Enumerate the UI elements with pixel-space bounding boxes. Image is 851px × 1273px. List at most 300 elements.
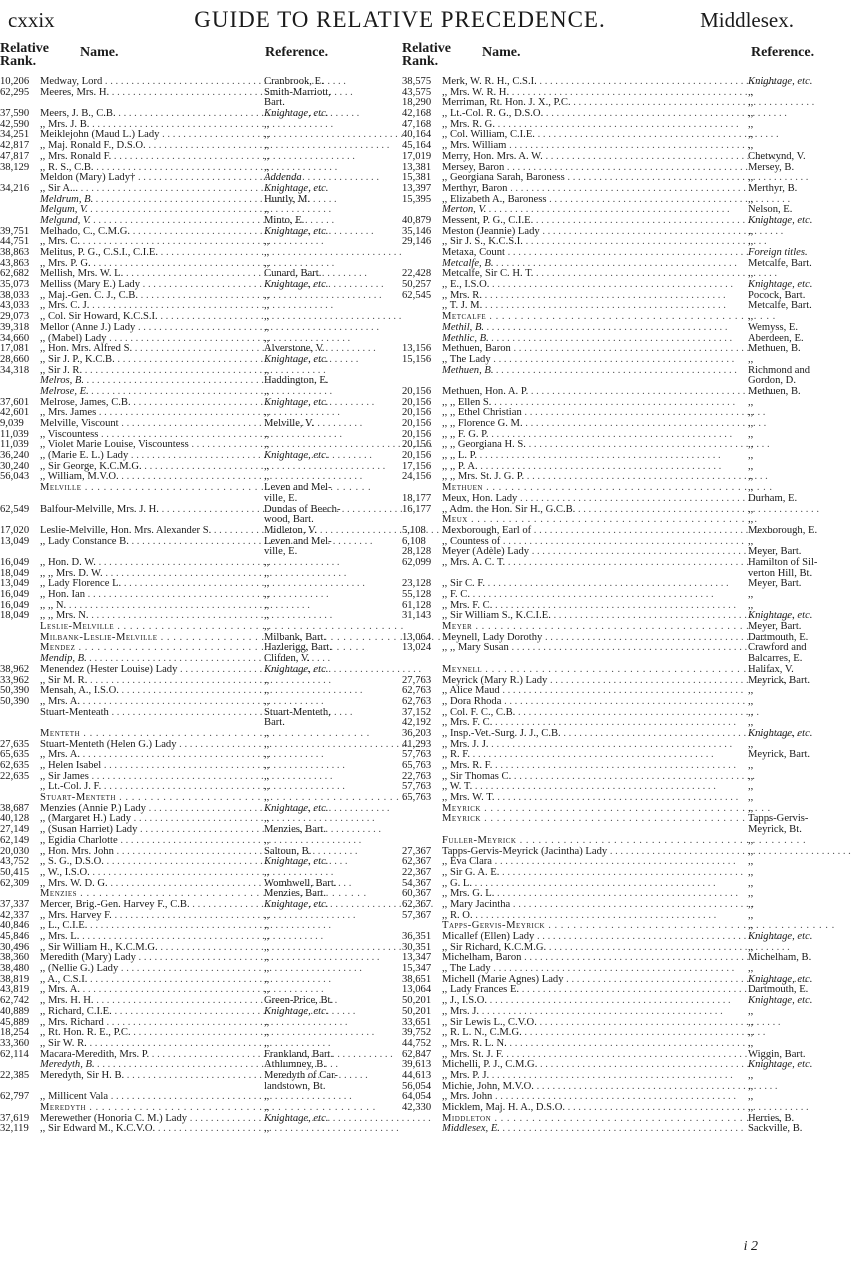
entry-reference: ,, xyxy=(748,1016,754,1028)
entry-reference: ,, xyxy=(748,450,754,462)
entry-name: Melville . . . xyxy=(40,482,272,493)
entry-reference: ,, xyxy=(264,727,270,739)
entry-name: ,, Col. Sir Howard, K.C.S.I. . . . xyxy=(40,311,272,322)
entry-reference: Michelham, B. xyxy=(748,952,812,964)
entry-rank: 62,763 xyxy=(402,695,432,707)
entry-reference: ,, xyxy=(264,407,270,419)
entry-rank: 50,201 xyxy=(402,995,432,1007)
entry-row xyxy=(402,514,797,525)
entry-rank: 13,156 xyxy=(402,343,432,355)
entry-row xyxy=(402,183,797,194)
entry-reference: Cranbrook, E. xyxy=(264,76,324,87)
entry-rank: 56,043 xyxy=(0,471,30,483)
entry-name: ,, (Margaret H.) Lady . . . xyxy=(40,813,272,824)
entry-reference: Methuen, B. xyxy=(748,385,801,397)
entry-name: ,, (Mabel) Lady . . . xyxy=(40,333,272,344)
entry-row xyxy=(402,1038,797,1049)
entry-row xyxy=(0,333,395,344)
entry-name: ,, ,, Ellen S. . . . xyxy=(442,397,718,408)
entry-name: Metcalfe, Sir C. H. T. . . . xyxy=(442,268,718,279)
entry-rank: 42,601 xyxy=(0,407,30,419)
entry-rank: 15,381 xyxy=(402,172,432,184)
entry-rank: 16,049 xyxy=(0,589,30,600)
entry-row xyxy=(0,610,395,621)
entry-name: ,, W. T. . . . xyxy=(442,781,718,792)
entry-name: ,, Richard, C.I.E. . . . xyxy=(40,1006,272,1017)
county-title: Middlesex. xyxy=(700,8,794,32)
entry-row xyxy=(0,621,395,632)
entry-name: ,, ,, Florence G. M. . . . xyxy=(442,418,718,429)
entry-name: ,, Lt.-Col. R. G., D.S.O. . . . xyxy=(442,108,718,119)
entry-name: ,, Mrs. Ronald F. . . . xyxy=(40,151,272,162)
entry-rank: 38,687 xyxy=(0,802,30,814)
entry-rank: 45,889 xyxy=(0,1016,30,1028)
entry-reference: ,, xyxy=(748,428,754,440)
entry-name: Methuen, B. . . . xyxy=(442,365,718,376)
entry-row xyxy=(0,1049,395,1060)
entry-rank: 18,290 xyxy=(402,97,432,109)
entry-name: ,, Adm. the Hon. Sir H., G.C.B. . . . xyxy=(442,504,718,515)
entry-name: ,, Lady Frances E. . . . xyxy=(442,984,718,995)
entry-rank: 17,020 xyxy=(0,524,30,536)
entry-rank: 18,049 xyxy=(0,567,30,579)
entry-reference: ,, xyxy=(264,599,270,611)
entry-name: ,, E., I.S.O. . . . xyxy=(442,279,718,290)
left-column-header xyxy=(0,42,395,76)
entry-name: ,, Mrs. P. G. . . . xyxy=(40,258,272,269)
entry-name: ,, Violet Marie Louise, Viscountess . . . xyxy=(40,439,272,450)
entry-rank: 18,177 xyxy=(402,492,432,504)
entry-reference: Tapps-Gervis- xyxy=(748,813,809,825)
entry-reference: Stuart-Menteth, xyxy=(264,706,331,718)
entry-rank: 38,863 xyxy=(0,247,30,258)
entry-rank: 39,751 xyxy=(0,225,30,237)
entry-rank: 13,064 xyxy=(402,984,432,996)
entry-name: Michelli, P. J., C.M.G. . . . xyxy=(442,1059,718,1070)
entry-name: ,, Mrs. J. B. . . . xyxy=(40,119,272,130)
entry-reference: ,, xyxy=(748,685,754,697)
entry-reference: Knightage, etc. xyxy=(264,353,329,365)
entry-row xyxy=(0,846,395,857)
entry-row xyxy=(402,578,802,590)
entry-reference: Knightage, etc. xyxy=(748,610,813,622)
entry-reference: ,, xyxy=(748,877,754,889)
entry-row xyxy=(402,418,797,429)
entry-rank: 27,763 xyxy=(402,674,432,686)
entry-name: Melitus, P. G., C.S.I., C.I.E. . . . xyxy=(40,247,272,258)
entry-name: ,, A., C.S.I. . . . xyxy=(40,974,272,985)
entry-name: ,, Hon. D. W. . . . xyxy=(40,557,272,568)
entry-rank: 50,390 xyxy=(0,695,30,707)
entry-row xyxy=(402,162,797,173)
entry-reference: ,, xyxy=(264,385,270,397)
entry-row xyxy=(0,461,395,472)
entry-row xyxy=(402,87,797,98)
entry-rank: 38,129 xyxy=(0,161,30,173)
entry-name: ,, ,, Georgiana H. S. . . . xyxy=(442,439,718,450)
entry-row xyxy=(0,482,395,493)
entry-row xyxy=(0,268,395,279)
entry-name: ,, Mrs. Richard . . . xyxy=(40,1017,272,1028)
entry-name: ,, Sir George, K.C.M.G. . . . xyxy=(40,461,272,472)
entry-rank: 37,601 xyxy=(0,396,30,408)
entry-rank: 38,480 xyxy=(0,963,30,975)
entry-rank: 50,257 xyxy=(402,279,432,291)
entry-name: Meers, J. B., C.B. . . . xyxy=(40,108,272,119)
entry-row xyxy=(0,739,395,750)
entry-reference: ,, xyxy=(748,888,754,900)
entry-row xyxy=(402,76,813,87)
entry-name: ,, Sir G. A. E. . . . xyxy=(442,867,718,878)
entry-rank: 60,367 xyxy=(402,888,432,900)
entry-name: Milbank-Leslie-Melville . . . xyxy=(40,632,272,643)
entry-reference: Herries, B. xyxy=(748,1112,795,1124)
entry-name: Mellor (Anne J.) Lady . . . xyxy=(40,322,272,333)
entry-row xyxy=(0,824,395,835)
entry-name: ,, Sir M. R. . . . xyxy=(40,675,272,686)
entry-name: ,, Helen Isabel . . . xyxy=(40,760,272,771)
entry-reference: ,, xyxy=(748,802,754,814)
entry-rank: 13,024 xyxy=(402,642,432,654)
entry-name: ,, ,, N. . . . xyxy=(40,600,272,611)
entry-reference: ,, xyxy=(264,738,270,750)
entry-rank: 33,962 xyxy=(0,674,30,686)
entry-reference: ,, xyxy=(264,984,270,996)
entry-name: ,, Sir William H., K.C.M.G. . . . xyxy=(40,942,272,953)
entry-row xyxy=(402,973,813,985)
entry-row xyxy=(402,257,812,269)
entry-name: ,, G. L. . . . xyxy=(442,878,718,889)
entry-reference: ,, xyxy=(748,172,754,184)
entry-row xyxy=(402,129,797,140)
entry-name: ,, Mrs. A. . . . xyxy=(40,749,272,760)
entry-row xyxy=(402,792,797,803)
entry-rank: 56,054 xyxy=(402,1080,432,1092)
entry-name: Methuen, Baron . . . xyxy=(442,343,718,354)
entry-row xyxy=(402,856,797,867)
entry-rank: 34,251 xyxy=(0,129,30,141)
entry-row xyxy=(402,375,797,386)
entry-row xyxy=(0,835,395,846)
entry-name: ,, Mrs. R. F. . . . xyxy=(442,760,718,771)
entry-name: ,, William, M.V.O. . . . xyxy=(40,471,272,482)
entry-row xyxy=(402,653,803,665)
entry-row xyxy=(402,642,807,654)
entry-name: ,, Maj. Ronald F., D.S.O. . . . xyxy=(40,140,272,151)
entry-reference: Frankland, Bart. xyxy=(264,1048,334,1060)
entry-row xyxy=(0,1017,395,1028)
entry-row xyxy=(0,707,395,718)
entry-name: ,, Egidia Charlotte . . . xyxy=(40,835,272,846)
entry-reference: Menzies, Bart. xyxy=(264,888,327,900)
entry-row xyxy=(0,717,395,728)
entry-rank: 23,128 xyxy=(402,578,432,590)
entry-row xyxy=(0,963,395,974)
entry-reference: ,, xyxy=(748,770,754,782)
entry-reference: ,, xyxy=(748,717,754,729)
entry-reference: ,, xyxy=(264,1027,270,1039)
entry-reference: Huntly, M. xyxy=(264,193,311,205)
entry-row xyxy=(402,214,813,226)
entry-rank: 36,240 xyxy=(0,450,30,462)
entry-reference: ,, xyxy=(264,973,270,985)
entry-row xyxy=(402,931,813,942)
entry-row xyxy=(0,899,395,910)
entry-reference: Mexborough, E. xyxy=(748,524,818,536)
entry-rank: 39,752 xyxy=(402,1027,432,1039)
entry-name: Merton, V. . . . xyxy=(442,204,718,215)
entry-reference: Hazlerigg, Bart. xyxy=(264,642,332,654)
entry-row xyxy=(402,1091,797,1102)
entry-rank: 16,177 xyxy=(402,503,432,515)
entry-name: Meiklejohn (Maud L.) Lady . . . xyxy=(40,129,272,140)
entry-row xyxy=(0,375,395,386)
entry-reference: ,, xyxy=(748,856,754,868)
entry-name: Metcalfe . . . xyxy=(442,311,718,322)
entry-name: ,, Sir A... . . . xyxy=(40,183,272,194)
entry-rank: 35,146 xyxy=(402,225,432,237)
entry-reference: ,, xyxy=(264,129,270,141)
entry-reference: ,, xyxy=(264,1123,270,1135)
entry-name: ,, Maj.-Gen. C. J., C.B. . . . xyxy=(40,290,272,301)
entry-row xyxy=(402,942,797,953)
entry-row xyxy=(402,846,797,857)
entry-reference: ,, xyxy=(264,834,270,846)
entry-name: Melros, B. . . . xyxy=(40,375,272,386)
entry-rank: 27,149 xyxy=(0,824,30,836)
entry-name: ,, Alice Maud . . . xyxy=(442,685,718,696)
entry-reference: Knightage, etc. xyxy=(264,182,329,194)
entry-reference: Gordon, D. xyxy=(748,375,796,387)
entry-rank: 57,763 xyxy=(402,749,432,761)
entry-reference: ,, xyxy=(264,332,270,344)
entry-reference: ,, xyxy=(748,792,754,804)
entry-reference: Knightage, etc. xyxy=(264,396,329,408)
entry-name: Leslie-Melville, Hon. Mrs. Alexander S. . . . xyxy=(40,525,272,536)
entry-reference: Minto, E. xyxy=(264,214,305,226)
entry-reference: Knightage, etc. xyxy=(264,802,329,814)
entry-rank: 43,752 xyxy=(0,856,30,868)
rank-heading: Relative Rank. xyxy=(402,41,451,69)
entry-reference: Knightage, etc. xyxy=(264,663,329,675)
entry-name: ,, Mrs. J. . . . xyxy=(442,1006,718,1017)
entry-reference: ,, xyxy=(748,1080,754,1092)
entry-reference: ,, xyxy=(748,1037,754,1049)
entry-row xyxy=(0,1038,395,1049)
entry-reference: verton Hill, Bt. xyxy=(748,567,813,579)
entry-rank: 36,203 xyxy=(402,727,432,739)
entry-reference: ,, xyxy=(748,225,754,237)
entry-reference: ,, xyxy=(748,599,754,611)
entry-row xyxy=(0,343,395,354)
entry-rank: 20,156 xyxy=(402,439,432,451)
entry-name: ,, Countess of . . . xyxy=(442,536,718,547)
entry-name: ,, R. S., C.B. . . . xyxy=(40,162,272,173)
entry-name: ,, Sir J. P., K.C.B. . . . xyxy=(40,354,272,365)
entry-reference: Knightage, etc. xyxy=(264,225,329,237)
entry-rank: 11,039 xyxy=(0,428,29,440)
entry-reference: Nelson, E. xyxy=(748,204,793,216)
right-column-header xyxy=(402,41,815,76)
entry-reference: ,, xyxy=(264,695,270,707)
entry-reference: Knightage, etc. xyxy=(748,214,813,226)
entry-row xyxy=(402,493,797,504)
entry-reference: Wiggin, Bart. xyxy=(748,1048,806,1060)
entry-name: Meston (Jeannie) Lady . . . xyxy=(442,226,718,237)
entry-row xyxy=(0,685,395,696)
entry-reference: ,, xyxy=(264,460,270,472)
entry-row xyxy=(0,942,395,953)
entry-name: ,, Dora Rhoda . . . xyxy=(442,696,718,707)
entry-reference: ,, xyxy=(264,770,270,782)
entry-reference: Meyer, Bart. xyxy=(748,546,802,558)
entry-row xyxy=(402,364,811,376)
entry-reference: ,, xyxy=(264,1016,270,1028)
entry-row xyxy=(402,824,802,836)
entry-reference: Meyer, Bart. xyxy=(748,578,802,590)
entry-row xyxy=(402,471,797,482)
entry-rank: 9,039 xyxy=(0,418,24,429)
entry-name: Merewether (Honoria C. M.) Lady . . . xyxy=(40,1113,272,1124)
entry-row xyxy=(0,450,395,461)
entry-name: Merriman, Rt. Hon. J. X., P.C. . . . xyxy=(442,97,718,108)
entry-name: ,, Mrs. H. H. . . . xyxy=(40,995,272,1006)
entry-row xyxy=(402,108,797,119)
entry-name: Michell (Marie Agnes) Lady . . . xyxy=(442,974,718,985)
entry-rank: 15,395 xyxy=(402,193,432,205)
entry-reference: ,, xyxy=(748,941,754,953)
entry-reference: Dundas of Beech- xyxy=(264,503,341,515)
entry-reference: Knightage, etc. xyxy=(264,1005,329,1017)
entry-row xyxy=(402,696,797,707)
entry-rank: 22,428 xyxy=(402,268,432,280)
entry-name: Messent, P. G., C.I.E. . . . xyxy=(442,215,718,226)
entry-name: Meyrick . . . xyxy=(442,813,718,824)
entry-name: ,, Georgiana Sarah, Baroness . . . xyxy=(442,172,718,183)
entry-reference: ,, xyxy=(264,578,270,590)
entry-reference: ,, xyxy=(264,204,270,216)
entry-name: ,, Millicent Vala . . . xyxy=(40,1091,272,1102)
entry-name: ,, W., I.S.O. . . . xyxy=(40,867,272,878)
entry-rank: 43,575 xyxy=(402,86,432,98)
entry-rank: 33,360 xyxy=(0,1037,30,1049)
entry-rank: 62,545 xyxy=(402,289,432,301)
entry-name: Mellish, Mrs. W. L. . . . xyxy=(40,268,272,279)
entry-reference: Meyrick, Bt. xyxy=(748,824,802,836)
name-heading: Name. xyxy=(482,45,521,60)
entry-row xyxy=(0,129,395,140)
entry-name: ,, Hon. Mrs. John . . . xyxy=(40,846,272,857)
entry-name: Meyer . . . xyxy=(442,621,718,632)
entry-reference: ,, xyxy=(264,439,270,451)
entry-row xyxy=(0,172,395,183)
entry-name: ,, Mrs. A. C. T. . . . xyxy=(442,557,718,568)
entry-reference: ,, xyxy=(748,407,754,419)
entry-row xyxy=(402,343,801,355)
entry-name: ,, R. O. . . . xyxy=(442,910,718,921)
entry-reference: Meyrick, Bart. xyxy=(748,749,811,761)
entry-reference: ,, xyxy=(264,952,270,964)
entry-row xyxy=(402,119,797,130)
entry-name: ,, Sir W. R. . . . xyxy=(40,1038,272,1049)
entry-name: ,, Mrs. F. C. . . . xyxy=(442,717,718,728)
entry-rank: 20,156 xyxy=(402,385,432,397)
entry-reference: Wemyss, E. xyxy=(748,321,799,333)
entry-row xyxy=(0,119,395,130)
entry-rank: 38,360 xyxy=(0,952,30,964)
entry-reference: Knightage, etc. xyxy=(264,1112,329,1124)
entry-row xyxy=(0,878,395,889)
entry-row xyxy=(0,439,395,450)
entry-reference: ,, xyxy=(748,1027,754,1039)
entry-row xyxy=(0,204,395,215)
entry-reference: ,, xyxy=(264,567,270,579)
entry-rank: 62,742 xyxy=(0,995,30,1007)
entry-reference: ville, E. xyxy=(264,492,298,504)
entry-row xyxy=(0,749,395,760)
entry-name: Meredith (Mary) Lady . . . xyxy=(40,952,272,963)
entry-reference: ,, xyxy=(748,396,754,408)
entry-reference: ,, xyxy=(264,941,270,953)
entry-row xyxy=(402,546,802,558)
entry-rank: 65,763 xyxy=(402,792,432,804)
entry-name: Melrose, James, C.B. . . . xyxy=(40,397,272,408)
entry-row xyxy=(0,525,395,536)
entry-row xyxy=(402,610,813,622)
entry-row xyxy=(0,696,395,707)
entry-reference: Melville, V. xyxy=(264,418,314,429)
entry-rank: 62,295 xyxy=(0,86,30,98)
entry-rank: 42,337 xyxy=(0,909,30,921)
entry-row xyxy=(0,1027,395,1038)
entry-name: Menzies (Annie P.) Lady . . . xyxy=(40,803,272,814)
entry-name: ,, Lt.-Col. J. F. . . . xyxy=(40,781,272,792)
entry-rank: 35,073 xyxy=(0,279,30,291)
entry-reference: Merthyr, B. xyxy=(748,182,798,194)
entry-rank: 39,613 xyxy=(402,1059,432,1071)
entry-name: Metcalfe, B. . . . xyxy=(442,258,718,269)
entry-reference: Milbank, Bart. xyxy=(264,631,327,643)
entry-rank: 17,019 xyxy=(402,150,432,162)
entry-rank: 27,367 xyxy=(402,845,432,857)
entry-row xyxy=(402,1123,803,1135)
entry-rank: 20,156 xyxy=(402,396,432,408)
entry-reference: landstown, Bt. xyxy=(264,1080,326,1092)
entry-reference: ,, xyxy=(264,589,270,600)
entry-row xyxy=(402,664,797,675)
entry-name: Michelham, Baron . . . xyxy=(442,952,718,963)
page-number: cxxix xyxy=(8,8,55,32)
entry-row xyxy=(402,589,797,600)
entry-row xyxy=(402,1048,806,1060)
entry-name: Menteth . . . xyxy=(40,728,272,739)
entry-row xyxy=(0,514,395,525)
entry-reference: ,, xyxy=(264,920,270,932)
entry-name: ,, T. J. M. . . . xyxy=(442,300,718,311)
entry-reference: ,, xyxy=(748,738,754,750)
entry-rank: 47,817 xyxy=(0,150,30,162)
entry-reference: ,, xyxy=(264,118,270,130)
entry-row xyxy=(0,653,395,664)
entry-name: ,, Mrs. St. J. F. . . . xyxy=(442,1049,718,1060)
reference-heading: Reference. xyxy=(265,45,329,60)
entry-rank: 62,367 xyxy=(402,898,432,910)
entry-rank: 13,397 xyxy=(402,182,432,194)
entry-rank: 24,156 xyxy=(402,471,432,483)
entry-row xyxy=(0,140,395,151)
entry-row xyxy=(402,194,797,205)
entry-reference: ,, xyxy=(264,674,270,686)
